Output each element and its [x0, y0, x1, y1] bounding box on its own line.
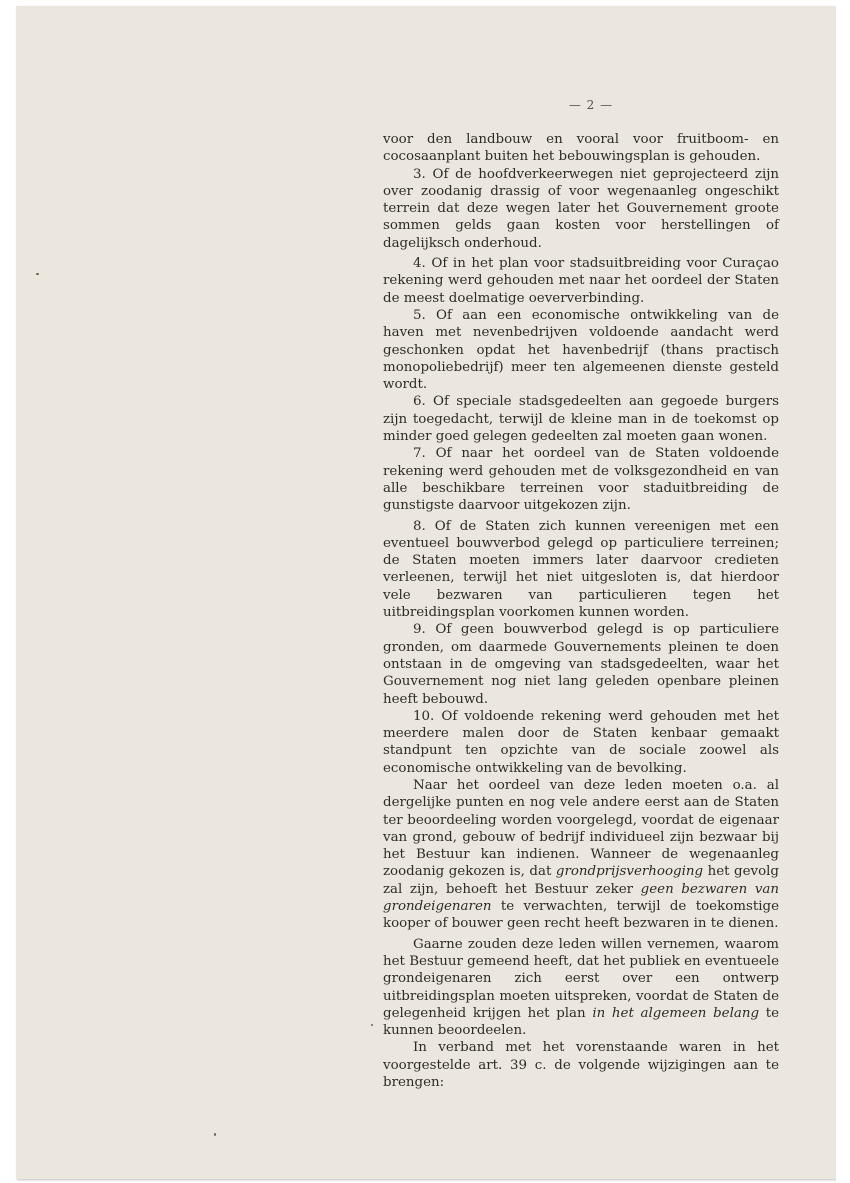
paragraph-item-10: 10. Of voldoende rekening werd gehouden met het meerdere malen door de Staten kenbaar gemaakt standpunt ten opzichte van de sociale zoowel als economische ontwikkeling van de bevolking. — [383, 708, 779, 776]
emphasis-grondprijsverhooging: grondprijsverhooging — [555, 864, 704, 880]
page-number: — 2 — — [568, 98, 614, 112]
emphasis-algemeen-belang: in het algemeen belang — [592, 1005, 760, 1021]
margin-speck — [371, 1024, 373, 1026]
paragraph-item-9: 9. Of geen bouwverbod gelegd is op particuliere gronden, om daarmede Gouvernements pleinen te doen ontstaan in de omgeving van stadsgedeelten, waar het Gouvernement nog niet lang geleden openbare pleinen heeft bebouwd. — [383, 622, 779, 707]
paragraph-item-8: 8. Of de Staten zich kunnen vereenigen met een eventueel bouwverbod gelegd op particuliere terreinen; de Staten moeten immers later daarvoor credieten verleenen, terwijl het niet uitgesloten is, dat hierdoor vele bezwaren van particulieren tegen het uitbreidingsplan voorkomen kunnen worden. — [383, 518, 779, 621]
paragraph-item-3: 3. Of de hoofdverkeerwegen niet geprojecteerd zijn over zoodanig drassig of voor wegenaanleg ongeschikt terrein dat deze wegen later het Gouvernement groote sommen gelds gaan kosten voor herstellingen of dagelijksch onderhoud. — [383, 166, 779, 251]
scan-margin — [836, 0, 850, 1183]
body-text — [383, 131, 779, 1091]
paragraph-opinion: Naar het oordeel van deze leden moeten o.a. al dergelijke punten en nog vele andere eerst aan de Staten ter beoordeeling worden voorgelegd, voordat de eigenaar van grond, gebouw of bedrijf individueel zijn bezwaar bij het Bestuur kan indienen. Wanneer de wegenaanleg zoodanig gekozen is, dat grondprijsverhooging het gevolg zal zijn, behoeft het Bestuur zeker geen bezwaren van grondeigenaren te verwachten, terwijl de toekomstige kooper of bouwer geen recht heeft bezwaren in te dienen. — [383, 777, 779, 932]
margin-speck — [36, 273, 39, 275]
paragraph-request: Gaarne zouden deze leden willen vernemen, waarom het Bestuur gemeend heeft, dat het publiek en eventueele grondeigenaren zich eerst over een ontwerp uitbreidingsplan moeten uitspreken, voordat de Staten de gelegenheid krijgen het plan in het algemeen belang te kunnen beoordeelen. — [383, 936, 780, 1039]
margin-speck — [214, 1133, 216, 1136]
paragraph-item-5: 5. Of aan een economische ontwikkeling van de haven met nevenbedrijven voldoende aandacht werd geschonken opdat het havenbedrijf (thans practisch monopoliebedrijf) meer ten algemeenen dienste gesteld wordt. — [383, 307, 779, 393]
paragraph-item-6: 6. Of speciale stadsgedeelten aan gegoede burgers zijn toegedacht, terwijl de kleine man in de toekomst op minder goed gelegen gedeelten zal moeten gaan wonen. — [383, 394, 779, 445]
emphasis-geen-bezwaren: geen bezwaren van grondeigenaren — [383, 881, 779, 915]
paragraph-conclusion: In verband met het vorenstaande waren in het voorgestelde art. 39 c. de volgende wijzigingen aan te brengen: — [383, 1040, 779, 1091]
paragraph-continuation: voor den landbouw en vooral voor fruitboom- en cocosaanplant buiten het bebouwingsplan is gehouden. — [383, 132, 779, 165]
paragraph-item-7: 7. Of naar het oordeel van de Staten voldoende rekening werd gehouden met de volksgezondheid en van alle beschikbare terreinen voor staduitbreiding de gunstigste daarvoor uitgekozen zijn. — [383, 446, 779, 514]
paragraph-item-4: 4. Of in het plan voor stadsuitbreiding voor Curaçao rekening werd gehouden met naar het oordeel der Staten de meest doelmatige oeververbinding. — [383, 256, 779, 306]
